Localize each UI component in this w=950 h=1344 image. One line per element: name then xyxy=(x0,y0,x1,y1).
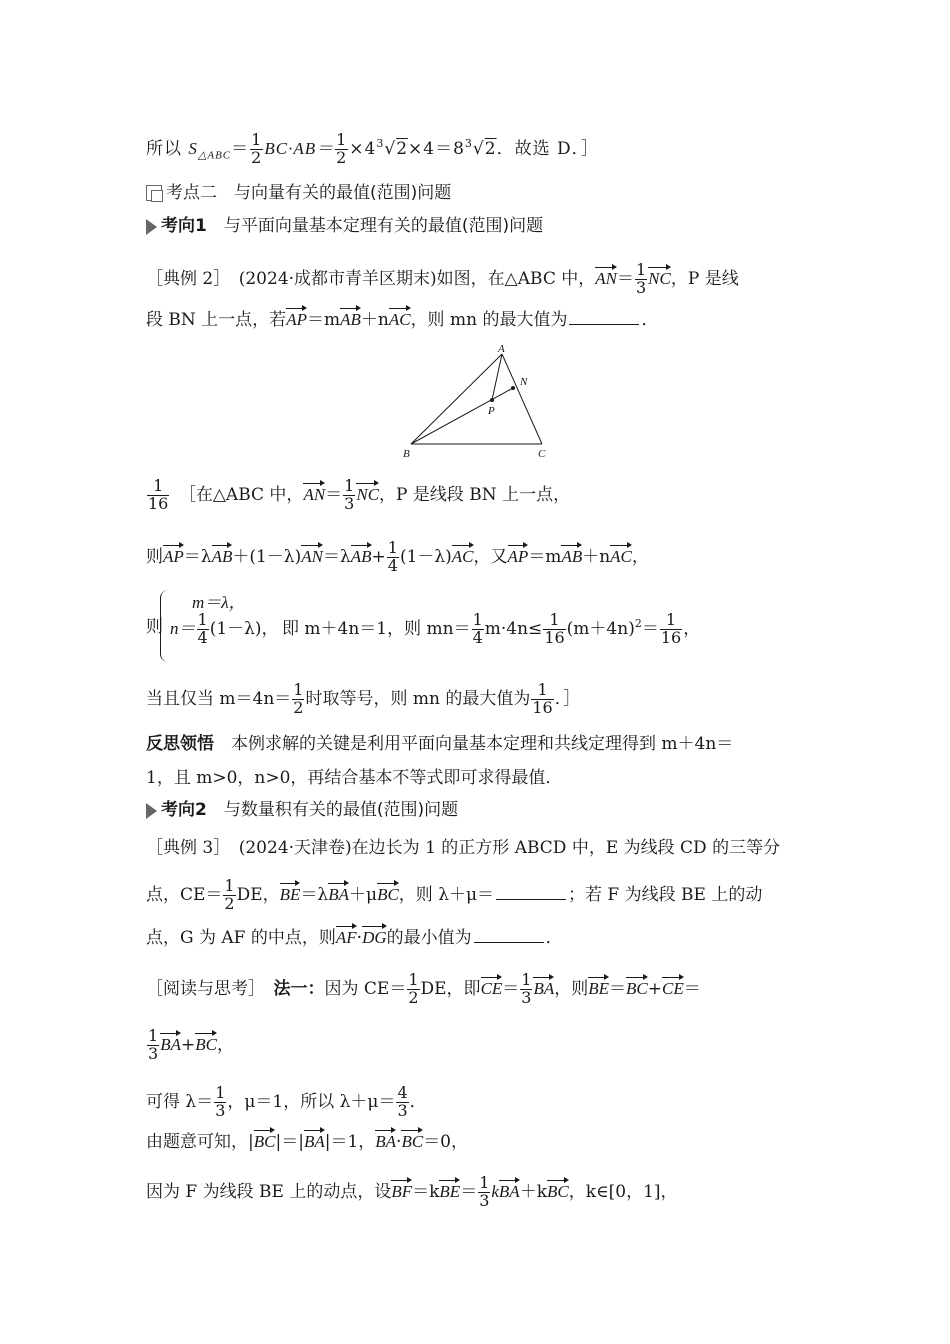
text: 由题意可知，| xyxy=(146,1132,254,1152)
num: 1 xyxy=(293,680,304,699)
vector-BE: BE xyxy=(588,978,610,998)
text: ＝ xyxy=(641,618,659,639)
text: ． xyxy=(545,928,563,948)
text: · xyxy=(396,1132,402,1152)
fraction-quarter xyxy=(197,612,209,647)
fraction-sixteenth xyxy=(660,612,682,647)
fraction-half xyxy=(292,682,304,717)
reading-line-2 xyxy=(146,1028,810,1063)
answer-blank-2 xyxy=(474,928,544,943)
num: 4 xyxy=(397,1083,408,1102)
answer-fraction xyxy=(147,478,169,513)
vector-BE: BE xyxy=(279,884,301,904)
text: k xyxy=(491,1181,499,1201)
text: ，则 mn 的最大值为 xyxy=(410,310,568,330)
vector-BA: BA xyxy=(498,1181,520,1201)
text: BC·AB＝ xyxy=(264,138,335,158)
direction-label: 考向2 xyxy=(161,800,207,820)
reading-line-1 xyxy=(146,972,810,1007)
vector-NC: NC xyxy=(356,484,380,504)
fraction-third xyxy=(147,1028,159,1063)
text: 点，CE＝ xyxy=(146,884,223,905)
direction-1-heading xyxy=(146,216,810,236)
vector-AF: AF xyxy=(335,928,357,947)
root-index: 3 xyxy=(464,137,473,151)
vector-AC: AC xyxy=(451,546,474,566)
fraction-quarter xyxy=(472,612,484,647)
text: |＝1， xyxy=(324,1132,376,1152)
num: 1 xyxy=(148,1026,159,1045)
text: ＝ xyxy=(231,138,250,159)
reading-line-5 xyxy=(146,1175,810,1210)
text: ，则 xyxy=(554,978,589,999)
vector-AB: AB xyxy=(340,310,361,329)
den: 16 xyxy=(148,493,169,513)
text: ， xyxy=(216,1034,234,1055)
den: 16 xyxy=(532,697,553,717)
text: 本例求解的关键是利用平面向量基本定理和共线定理得到 m＋4n＝ xyxy=(214,734,734,754)
vector-BF: BF xyxy=(391,1181,413,1201)
vector-BC: BC xyxy=(547,1181,569,1201)
direction-2-heading xyxy=(146,800,810,820)
answer-blank xyxy=(569,310,639,325)
text: ＝m xyxy=(306,310,341,330)
example-3-line-3 xyxy=(146,928,810,948)
text: ， xyxy=(261,618,279,639)
section-title: 考点二 与向量有关的最值(范围)问题 xyxy=(166,183,452,203)
fraction xyxy=(343,478,355,513)
den: 3 xyxy=(215,1100,226,1120)
num: 1 xyxy=(472,610,483,629)
text: 因为 CE＝ xyxy=(324,978,407,999)
fraction-third xyxy=(214,1085,226,1120)
vector-AC: AC xyxy=(388,310,411,329)
subscript: △ABC xyxy=(197,149,232,162)
section-heading xyxy=(146,183,810,203)
text: 因为 F 为线段 BE 上的动点，设 xyxy=(146,1181,392,1202)
den: 3 xyxy=(635,277,647,297)
triangle-marker-icon xyxy=(146,803,157,819)
text: 的最小值为 xyxy=(386,928,472,948)
text: 则 xyxy=(146,546,163,567)
text: ， xyxy=(683,618,701,639)
text: 即 m＋4n＝1，则 mn＝ xyxy=(282,618,471,639)
area-symbol: $S_{\triangle ABC}$ xyxy=(188,138,232,162)
fraction-sixteenth xyxy=(531,682,553,717)
text: ＝ xyxy=(609,978,627,999)
text: ×4 xyxy=(349,138,377,159)
text: (2024·天津卷)在边长为 1 的正方形 ABCD 中，E 为线段 CD 的三等分 xyxy=(238,838,781,858)
text: ＋(1－λ) xyxy=(232,546,302,567)
radicand: 2 xyxy=(484,138,497,159)
text: ＋n xyxy=(582,546,611,567)
solution-2-line-3 xyxy=(282,612,810,647)
method-label: 法一： xyxy=(273,978,325,999)
fraction-third xyxy=(478,1175,490,1210)
den: 4 xyxy=(472,627,483,647)
point-N xyxy=(511,386,515,390)
text: ．］ xyxy=(554,688,581,709)
text: ，则 λ＋μ＝ xyxy=(398,884,495,905)
text: ＝ xyxy=(616,268,634,289)
den: 2 xyxy=(293,697,304,717)
den: 2 xyxy=(408,987,419,1007)
reflection-line-2 xyxy=(146,768,810,788)
vector-DG: DG xyxy=(362,928,387,947)
den: 2 xyxy=(224,893,235,913)
point-P xyxy=(490,398,494,402)
label-B: B xyxy=(403,448,410,460)
brace xyxy=(160,590,169,662)
text: 所以 xyxy=(146,138,182,159)
text: ＝λ xyxy=(322,546,351,567)
direction-label: 考向1 xyxy=(161,216,207,236)
text: ＝λ xyxy=(183,546,212,567)
vector-AN: AN xyxy=(595,268,617,288)
text: + xyxy=(647,978,663,999)
text: 当且仅当 m＝4n＝ xyxy=(146,688,292,709)
text: + xyxy=(371,546,386,567)
text: 则 xyxy=(146,617,163,637)
fraction-half xyxy=(407,972,419,1007)
text: ．故选 D．］ xyxy=(496,138,600,159)
text: m＝λ， xyxy=(192,593,246,612)
den: 4 xyxy=(197,627,208,647)
vector-AP: AP xyxy=(286,310,307,329)
num: 1 xyxy=(549,610,560,629)
vector-AP: AP xyxy=(163,546,184,566)
fraction-four-thirds xyxy=(396,1085,408,1120)
segment-BN xyxy=(411,388,513,444)
example-label: ［典例 3］ xyxy=(146,838,222,858)
vector-CE: CE xyxy=(480,978,503,998)
text: ＝λ xyxy=(300,884,329,905)
text: ＝0， xyxy=(423,1132,469,1152)
fraction-third xyxy=(520,972,532,1007)
den: 2 xyxy=(251,147,263,167)
text: ＝ xyxy=(683,978,701,999)
text: ． xyxy=(409,1091,427,1112)
den: 16 xyxy=(544,627,565,647)
reading-label: ［阅读与思考］ xyxy=(146,978,257,999)
direction-title: 与平面向量基本定理有关的最值(范围)问题 xyxy=(223,216,544,236)
triangle-figure xyxy=(395,340,560,462)
num: 1 xyxy=(521,970,532,989)
direction-title: 与数量积有关的最值(范围)问题 xyxy=(223,800,459,820)
num: 1 xyxy=(344,476,355,495)
root-index: 3 xyxy=(376,137,385,151)
text: ＋k xyxy=(519,1181,548,1202)
den: 3 xyxy=(521,987,532,1007)
text: n＝ xyxy=(170,618,196,638)
vector-CE: CE xyxy=(662,978,684,998)
reflection-label: 反思领悟 xyxy=(146,734,214,754)
text: (1－λ) xyxy=(399,546,452,567)
reading-line-4 xyxy=(146,1132,810,1152)
vector-AP: AP xyxy=(507,546,529,566)
text: ［在△ABC 中， xyxy=(187,484,304,505)
fraction xyxy=(635,262,647,297)
system-eq-1 xyxy=(192,593,810,613)
num: 1 xyxy=(479,1173,490,1192)
den: 16 xyxy=(660,627,682,647)
num: 1 xyxy=(537,680,548,699)
text: ，k∈[0，1]， xyxy=(568,1181,678,1202)
text: ＝ xyxy=(460,1181,478,1202)
text: (m＋4n) xyxy=(566,618,635,639)
reading-line-3 xyxy=(146,1085,810,1120)
label-C: C xyxy=(538,448,546,460)
vector-BC: BC xyxy=(253,1132,276,1151)
intro-line: 所以 $S_{\triangle ABC}=$ $\frac{1}{2}$ BC·AB＝ $\frac{1}{2}$ $\times 4^3√2\times 4=8^3√2$．故选 D．］ xyxy=(146,130,600,167)
fraction-half xyxy=(250,132,263,167)
text: ；若 F 为线段 BE 上的动 xyxy=(568,884,763,905)
vector-AN: AN xyxy=(301,546,323,566)
edge-AC xyxy=(502,354,542,444)
text: ，P 是线 xyxy=(670,268,739,289)
answer-blank-1 xyxy=(496,885,566,900)
vector-NC: NC xyxy=(648,268,671,288)
num: 1 xyxy=(251,130,263,149)
text: 段 BN 上一点，若 xyxy=(146,310,287,330)
fraction-sixteenth xyxy=(543,612,565,647)
fraction-half-2 xyxy=(335,132,348,167)
vector-BA: BA xyxy=(328,884,349,904)
text: ＝m xyxy=(528,546,562,567)
num: 1 xyxy=(635,260,647,279)
text: · xyxy=(356,928,363,948)
vector-BC: BC xyxy=(401,1132,424,1151)
num: 1 xyxy=(665,610,677,629)
num: 1 xyxy=(153,476,164,495)
num: 1 xyxy=(197,610,208,629)
label-A: A xyxy=(498,343,505,355)
text: (1－λ) xyxy=(209,618,262,639)
text: ， xyxy=(631,546,649,567)
vector-BC: BC xyxy=(626,978,648,998)
solution-2-line-1 xyxy=(146,478,810,513)
radicand: 2 xyxy=(396,138,409,159)
label-N: N xyxy=(520,376,528,388)
example-3-line-2 xyxy=(146,878,810,913)
den: 2 xyxy=(336,147,348,167)
text: ＝ xyxy=(325,484,343,505)
vector-BC: BC xyxy=(195,1034,217,1054)
text: 可得 λ＝ xyxy=(146,1091,214,1112)
num: 1 xyxy=(387,538,398,557)
text: ＋μ xyxy=(349,884,378,905)
example-2-line-1 xyxy=(146,262,810,297)
den: 3 xyxy=(479,1190,490,1210)
text: ，μ＝1，所以 λ＋μ＝ xyxy=(227,1091,396,1112)
vector-BA: BA xyxy=(533,978,555,998)
text: + xyxy=(180,1034,196,1055)
vector-AB: AB xyxy=(211,546,233,566)
text: 1，且 m>0，n>0，再结合基本不等式即可求得最值． xyxy=(146,768,563,788)
text: (2024·成都市青羊区期末)如图，在△ABC 中， xyxy=(238,268,596,289)
text: ＝k xyxy=(412,1181,440,1202)
text: m·4n≤ xyxy=(484,618,543,639)
vector-BE: BE xyxy=(439,1181,461,1201)
fraction-half xyxy=(223,878,235,913)
num: 1 xyxy=(408,970,419,989)
text: ＋n xyxy=(360,310,389,330)
edge-BA xyxy=(411,354,502,444)
num: 1 xyxy=(224,876,235,895)
text: ，P 是线段 BN 上一点， xyxy=(379,484,571,505)
text: 时取等号，则 mn 的最大值为 xyxy=(305,688,531,709)
text: ． xyxy=(641,310,659,330)
vector-BA: BA xyxy=(375,1132,397,1151)
text: 点，G 为 AF 的中点，则 xyxy=(146,928,336,948)
vector-AC: AC xyxy=(610,546,632,566)
solution-2-line-2 xyxy=(146,540,810,575)
fraction-quarter xyxy=(387,540,399,575)
vector-AB: AB xyxy=(350,546,372,566)
vector-BA: BA xyxy=(303,1132,325,1151)
vector-AB: AB xyxy=(561,546,583,566)
den: 3 xyxy=(148,1043,159,1063)
vector-BC: BC xyxy=(377,884,399,904)
text: |＝| xyxy=(275,1132,304,1152)
example-3-line-1 xyxy=(146,838,810,858)
triangle-marker-icon xyxy=(146,219,157,235)
den: 3 xyxy=(397,1100,408,1120)
exponent: 2 xyxy=(634,617,642,631)
example-label: ［典例 2］ xyxy=(146,268,222,289)
den: 3 xyxy=(344,493,355,513)
text: ×4＝8 xyxy=(408,138,465,159)
segment-AP xyxy=(492,354,502,400)
text: DE，即 xyxy=(420,978,481,999)
text: ，又 xyxy=(473,546,508,567)
solution-2-line-4 xyxy=(146,682,810,717)
num: 1 xyxy=(215,1083,226,1102)
vector-BA: BA xyxy=(160,1034,181,1054)
text: ＝ xyxy=(502,978,520,999)
reflection-line-1 xyxy=(146,734,810,754)
label-P: P xyxy=(488,405,495,417)
vector-AN: AN xyxy=(303,484,326,504)
example-2-line-2 xyxy=(146,310,810,330)
text: DE， xyxy=(236,884,280,905)
den: 4 xyxy=(387,555,398,575)
num: 1 xyxy=(336,130,348,149)
section-box-icon xyxy=(146,185,162,201)
